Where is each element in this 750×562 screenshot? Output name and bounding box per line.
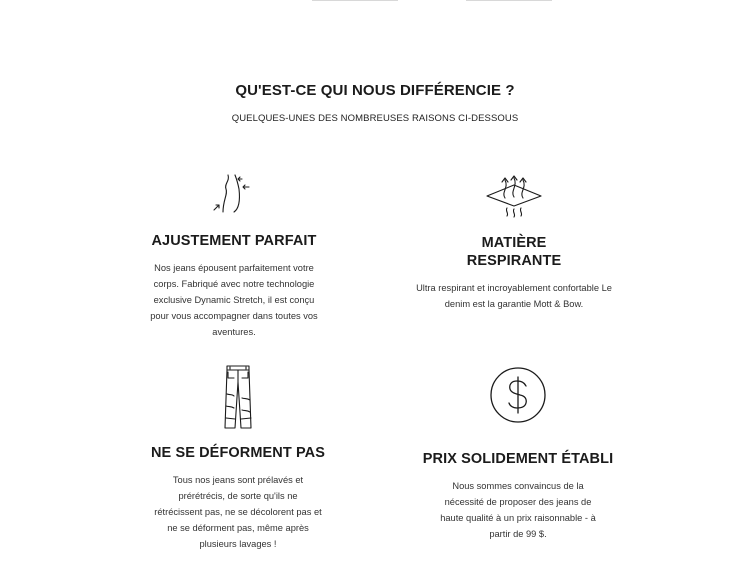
breathable-fabric-icon — [483, 172, 545, 218]
feature-description: Tous nos jeans sont prélavés et prérétrécis, de sorte qu'ils ne rétrécissent pas, ne se décolorent pas et ne se déforment pas, même après plusieurs lavages ! — [154, 475, 322, 549]
section-title: QU'EST-CE QUI NOUS DIFFÉRENCIE ? — [235, 82, 515, 99]
feature-description: Nous sommes convaincus de la nécessité de proposer des jeans de haute qualité à un prix raisonnable - à partir de 99 $. — [440, 481, 596, 539]
feature-title — [404, 234, 624, 270]
feature-title: AJUSTEMENT PARFAIT — [151, 233, 317, 249]
feature-description: Nos jeans épousent parfaitement votre corps. Fabriqué avec notre technologie exclusive Dynamic Stretch, il est conçu pour vous accompagner dans toutes vos aventures. — [150, 263, 318, 337]
dollar-icon — [489, 366, 547, 424]
body-fit-icon — [211, 172, 257, 216]
jeans-icon — [218, 364, 258, 430]
feature-title-line1: MATIÈRE — [481, 235, 547, 251]
feature-title: PRIX SOLIDEMENT ÉTABLI — [422, 451, 614, 467]
feature-title-line2: RESPIRANTE — [466, 253, 562, 269]
feature-description: Ultra respirant et incroyablement confortable Le denim est la garantie Mott & Bow. — [416, 283, 612, 309]
feature-fair-price — [408, 366, 628, 542]
feature-perfect-fit — [124, 172, 344, 340]
feature-no-deform — [128, 364, 348, 552]
feature-breathable-fabric — [404, 172, 624, 312]
feature-title: NE SE DÉFORMENT PAS — [150, 445, 326, 461]
top-divider — [466, 0, 552, 1]
top-divider — [312, 0, 398, 1]
section-subtitle: QUELQUES-UNES DES NOMBREUSES RAISONS CI-DESSOUS — [231, 113, 519, 124]
